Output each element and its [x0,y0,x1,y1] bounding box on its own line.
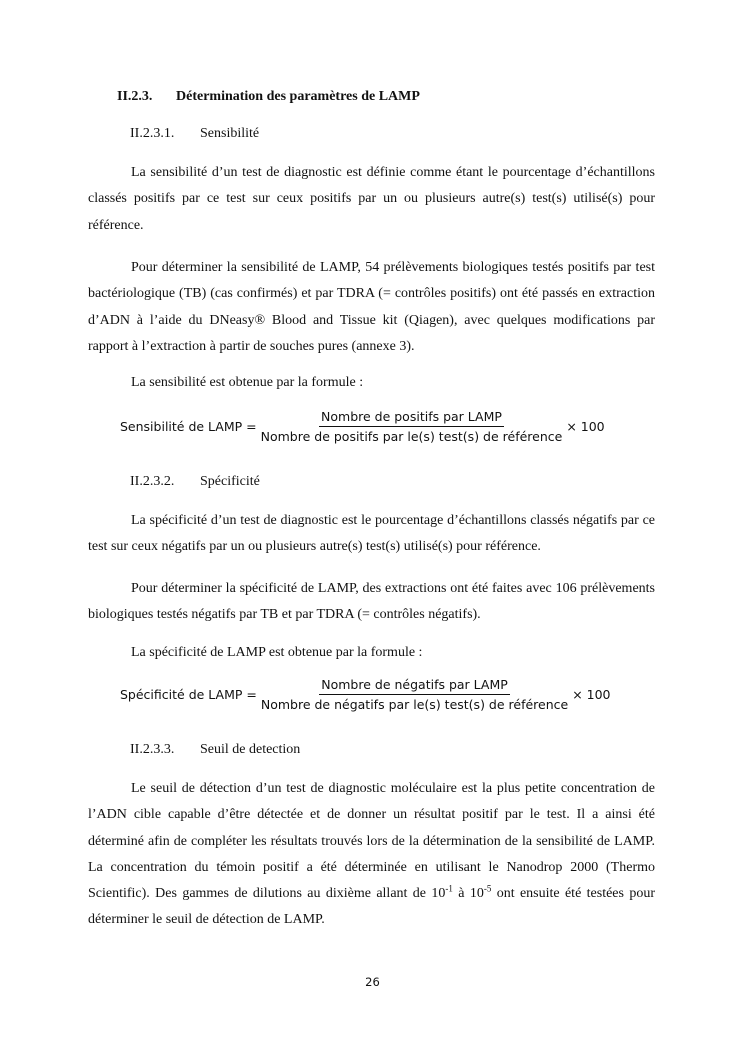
formula-lhs: Sensibilité de LAMP = [120,419,257,434]
paragraph-specificite-formule-intro: La spécificité de LAMP est obtenue par la formule : [131,645,423,660]
page-number: 26 [365,975,380,989]
exponent-start: -1 [445,883,453,894]
subsection-title: Seuil de detection [200,742,301,757]
section-number: II.2.3. [117,89,153,104]
paragraph-sensibilite-definition: La sensibilité d’un test de diagnostic est définie comme étant le pourcentage d’échantillons classés positifs par ce test sur ceux positifs par un ou plusieurs autre(s) test(s) utilisé(s) pour référence. [88,165,655,233]
formula-factor: × 100 [572,687,611,702]
formula-fraction [261,409,563,444]
paragraph-specificite-definition: La spécificité d’un test de diagnostic est le pourcentage d’échantillons classés négatifs par ce test sur ceux négatifs par un ou plusieurs autre(s) test(s) utilisé(s) pour référence. [88,513,655,555]
formula-factor: × 100 [566,419,605,434]
paragraph-text-end: ont ensuite été testées pour déterminer le seuil de détection de LAMP. [88,886,655,928]
formula-specificite [120,677,611,712]
section-heading [117,89,420,105]
subsection-number: II.2.3.2. [130,474,175,489]
subsection-title: Sensibilité [200,126,260,141]
subsection-heading-seuil [130,742,300,758]
formula-numerator: Nombre de négatifs par LAMP [319,677,510,695]
formula-lhs: Spécificité de LAMP = [120,687,257,702]
section-title: Détermination des paramètres de LAMP [176,89,420,104]
formula-fraction [261,677,568,712]
subsection-title: Spécificité [200,474,260,489]
formula-denominator: Nombre de positifs par le(s) test(s) de référence [260,429,563,444]
exponent-end: -5 [483,883,492,894]
subsection-number: II.2.3.3. [130,742,175,757]
subsection-number: II.2.3.1. [130,126,175,141]
subsection-heading-specificite [130,474,260,490]
paragraph-sensibilite-formule-intro: La sensibilité est obtenue par la formule : [131,375,364,390]
subsection-heading-sensibilite [130,126,259,142]
formula-numerator: Nombre de positifs par LAMP [319,409,504,427]
paragraph-sensibilite-methode: Pour déterminer la sensibilité de LAMP, 54 prélèvements biologiques testés positifs par test bactériologique (TB) (cas confirmés) et par TDRA (= contrôles positifs) ont été passés en extraction d’ADN à l’aide du DNeasy® Blood and Tissue kit (Qiagen), avec quelques modifications par rapport à l’extraction à partir de souches pures (annexe 3). [88,260,655,354]
paragraph-text: Le seuil de détection d’un test de diagnostic moléculaire est la plus petite concentration de l’ADN cible capable d’être détectée et de donner un résultat positif par le test. Il a ainsi été déterminé afin de compléter les résultats trouvés lors de la détermination de la sensibilité de LAMP. La concentration du témoin positif a été déterminée en utilisant le Nanodrop 2000 (Thermo Scientific). Des gammes de dilutions au dixième allant de 10 [88,781,655,902]
formula-sensibilite [120,409,605,444]
formula-denominator: Nombre de négatifs par le(s) test(s) de référence [260,697,569,712]
paragraph-seuil-detection [88,776,655,934]
paragraph-text-mid: à 10 [452,886,484,902]
paragraph-specificite-methode: Pour déterminer la spécificité de LAMP, des extractions ont été faites avec 106 prélèvements biologiques testés négatifs par TB et par TDRA (= contrôles négatifs). [88,581,655,623]
